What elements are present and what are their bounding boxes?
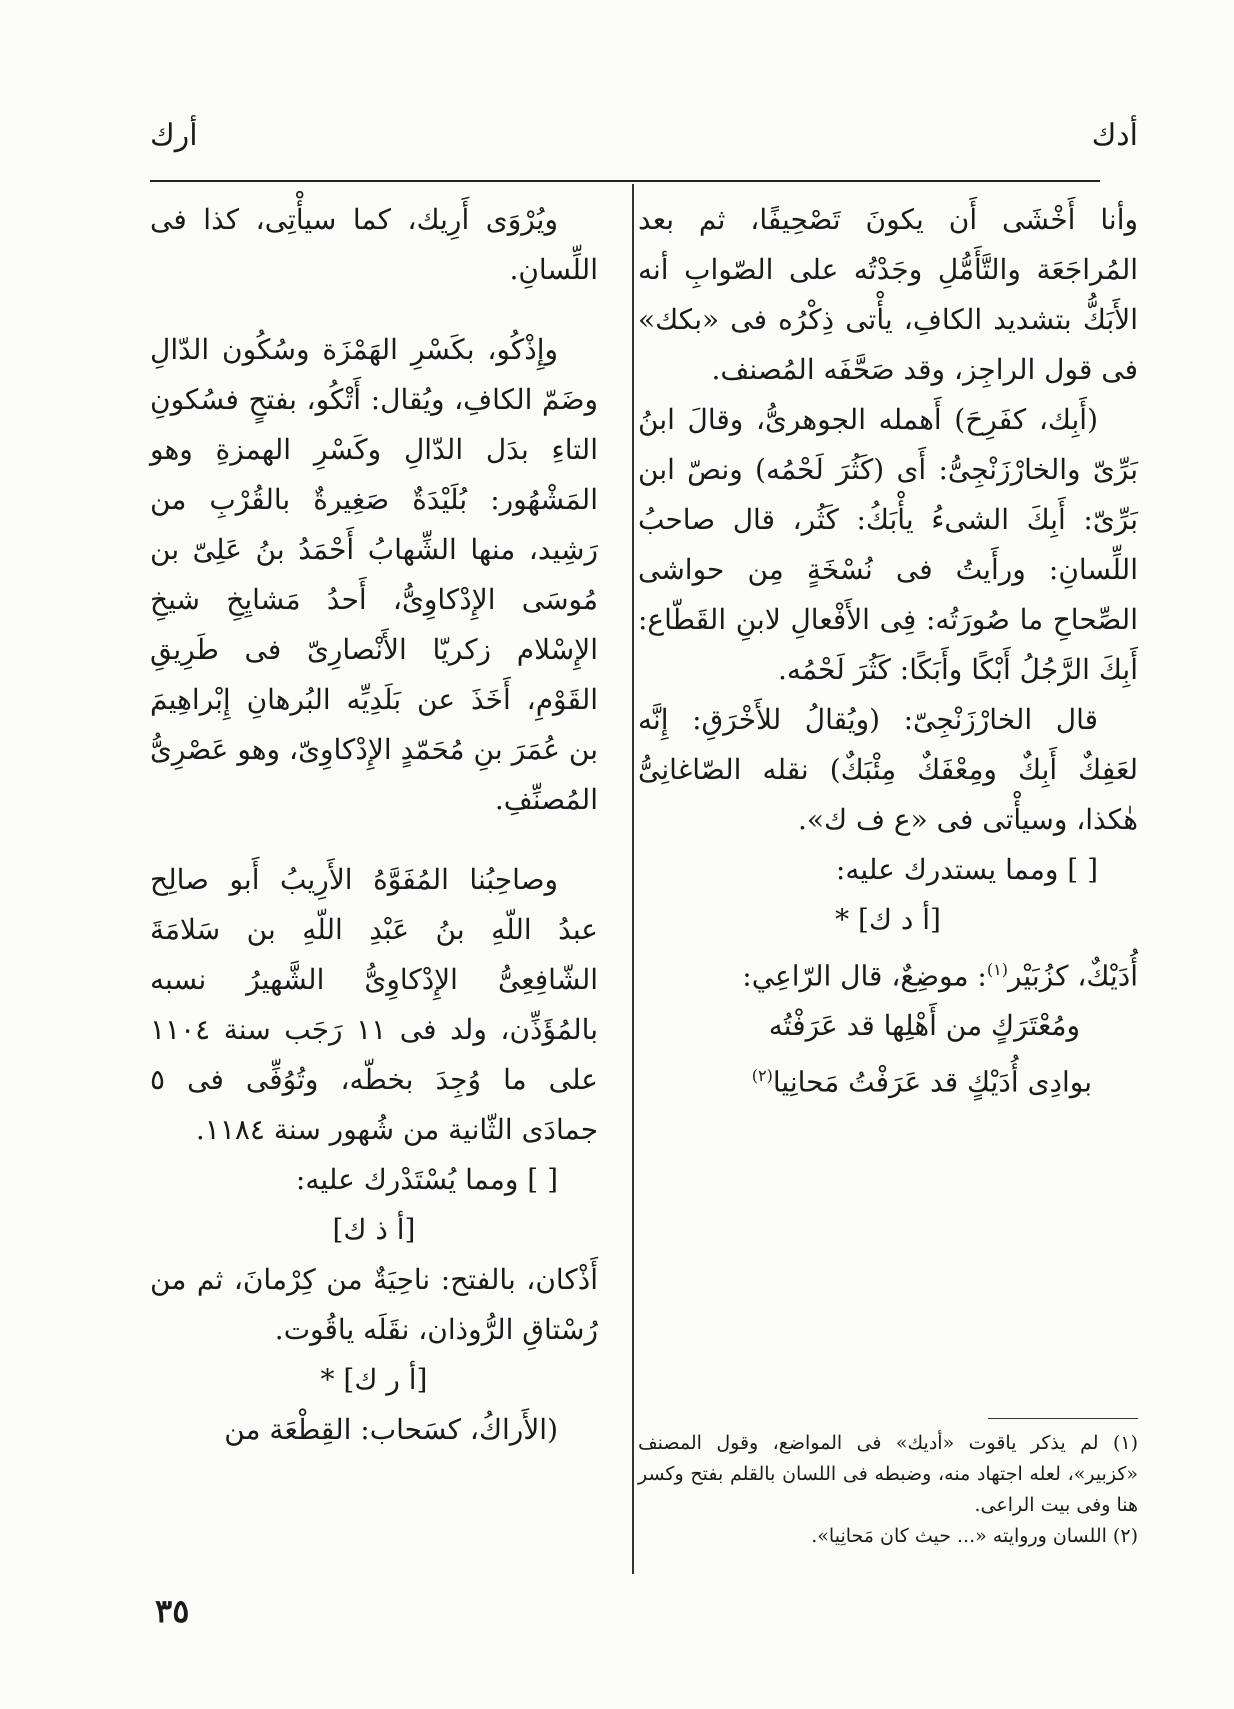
footnote-2: (٢) اللسان وروايته «... حيث كان مَحانِيا». xyxy=(811,1525,1138,1547)
left-para-3: وصاحِبُنا المُفَوَّهُ الأَرِيبُ أَبو صالِح عبدُ اللّهِ بنُ عَبْدِ اللّهِ بن سَلامَةَ الشّافِعِىُّ الإِدْكاوِىُّ الشَّهيرُ نسبه بالمُؤَذِّن، ولد فى ١١ رَجَب سنة ١١٠٤ على ما وُجِدَ بخطّه، وتُوُفِّى فى ٥ جمادَى الثّانية من شُهور سنة ١١٨٤. xyxy=(150,863,598,1146)
entry-heading-ark: [أ ر ك] * xyxy=(320,1363,428,1396)
footnote-ref-2: (٢) xyxy=(751,1066,773,1086)
header-left-word: أرك xyxy=(150,118,198,153)
header-right-word: أدك xyxy=(1091,118,1138,153)
right-para-3: قال الخارْزَنْجِىّ: (ويُقالُ للأَخْرَقِ: إِنَّه لعَفِكٌ أَبِكٌ ومِعْفَكٌ مِئْبَكٌ) نقله الصّاغانِىُّ هٰكذا، وسيأْتى فى «ع ف ك». xyxy=(638,703,1138,836)
entry-word: أُدَيْكٌ، كزُبَيْر xyxy=(1007,959,1138,993)
right-para-5 xyxy=(638,945,1138,1001)
page-number: ٣٥ xyxy=(155,1592,190,1630)
column-divider xyxy=(632,184,634,1574)
left-para-2: وإِذْكُو، بكَسْرِ الهَمْزَة وسُكُون الدّالِ وضَمّ الكافِ، ويُقال: أَتْكُو، بفتحٍ فسُكونِ التاءِ بدَل الدّالِ وكَسْرِ الهمزةِ وهو المَشْهُور: بُلَيْدَةٌ صَغِيرةٌ بالقُرْبِ من رَشِيد، منها الشِّهابُ أَحْمَدُ بنُ عَلِىّ بن مُوسَى الإِدْكاوِىُّ، أَحدُ مَشايِخِ شيخِ الإِسْلام زكريّا الأَنْصارِىّ فى طَرِيقِ القَوْمِ، أَخَذَ عن بَلَدِيِّه البُرهانِ إِبْراهِيمَ بن عُمَرَ بنِ مُحَمّدٍ الإِدْكاوِىّ، وهو عَصْرِىُّ المُصنِّفِ. xyxy=(150,333,598,816)
entry-heading-adk: [أ د ك] * xyxy=(835,903,941,936)
entry-heading-adhk: [أ ذ ك] xyxy=(332,1213,416,1246)
footnote-1: (١) لم يذكر ياقوت «أديك» فى المواضع، وقول المصنف «كزبير»، لعله اجتهاد منه، وضبطه فى اللسان بالقلم بفتح وكسر هنا وفى بيت الراعى. xyxy=(638,1432,1138,1516)
right-para-2: (أَبِك، كفَرِحَ) أَهمله الجوهرىُّ، وقالَ ابنُ بَرِّىّ والخارْزَنْجِىُّ: أَى (كَثُرَ لَحْمُه) ونصّ ابن بَرِّىّ: أَبِكَ الشىءُ يأْبَكُ: كَثُر، قال صاحبُ اللِّسانِ: ورأَيتُ فى نُسْخَةٍ مِن حواشى الصِّحاحِ ما صُورَتُه: فِى الأَفْعالِ لابنِ القَطّاع: أَبِكَ الرَّجُلُ أَبْكًا وأَبَكًا: كَثُرَ لَحْمُه. xyxy=(638,403,1138,686)
header-rule xyxy=(150,180,1100,182)
verse-text: بوادِى أُدَيْكٍ قد عَرَفْتُ مَحانِيا xyxy=(772,1065,1092,1099)
left-column xyxy=(150,195,598,1455)
right-para-1: وأنا أَخْشَى أَن يكونَ تَصْحِيفًا، ثم بعد المُراجَعَة والتَّأَمُّلِ وجَدْتُه على الصّوابِ أنه الأَبَكُّ بتشديد الكافِ، يأْتى ذِكْرُه فى «بكك» فى قول الراجِز، وقد صَحَّفَه المُصنف. xyxy=(638,203,1138,386)
verse-line-2 xyxy=(638,1051,1138,1107)
left-para-1: ويُرْوَى أَرِيك، كما سيأْتِى، كذا فى اللِّسانِ. xyxy=(150,203,598,286)
left-para-5: أَذْكان، بالفتح: ناحِيَةٌ من كِرْمانَ، ثم من رُسْتاقِ الرُّوذان، نقَلَه ياقُوت. xyxy=(150,1263,598,1346)
left-para-4: [ ] ومما يُسْتَدْرك عليه: xyxy=(295,1163,558,1196)
footnote-ref-1: (١) xyxy=(986,960,1008,979)
verse-line-1: ومُعْتَرَكٍ من أَهْلِها قد عَرَفْتُه xyxy=(768,1009,1080,1043)
entry-def: : موضِعٌ، قال الرّاعِي: xyxy=(742,959,987,993)
footnote-rule xyxy=(988,1418,1138,1419)
right-para-4: [ ] ومما يستدرك عليه: xyxy=(835,853,1098,886)
left-para-6: (الأَراكُ، كسَحاب: القِطْعَة من xyxy=(224,1413,558,1446)
right-column xyxy=(638,195,1138,1108)
footnotes xyxy=(638,1428,1138,1552)
